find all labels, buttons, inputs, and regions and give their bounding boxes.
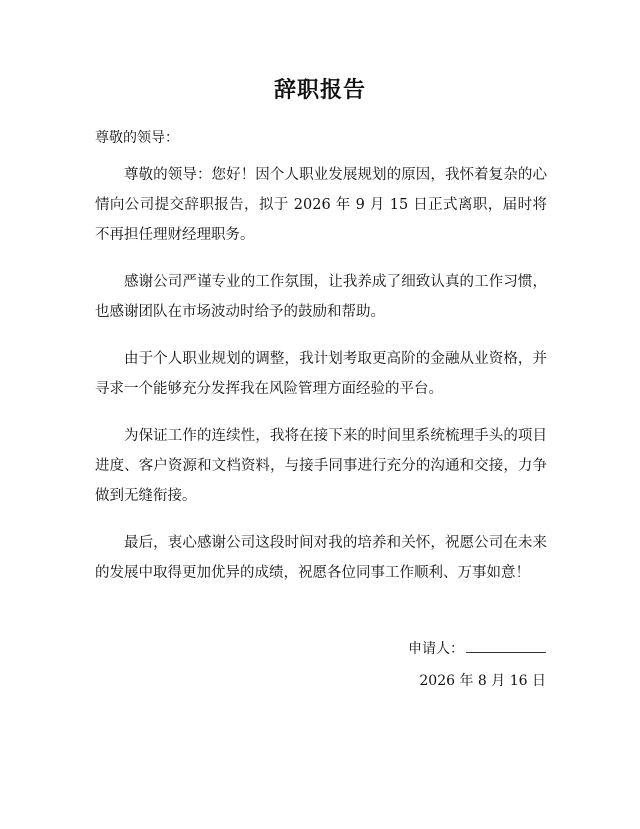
signature-line xyxy=(466,638,546,653)
paragraph-closing: 最后，衷心感谢公司这段时间对我的培养和关怀，祝愿公司在未来的发展中取得更加优异的成绩，祝愿各位同事工作顺利、万事如意！ xyxy=(95,535,547,581)
signature-label: 申请人： xyxy=(408,641,464,657)
salutation: 尊敬的领导： xyxy=(95,130,179,146)
document-title: 辞职报告 xyxy=(273,78,366,103)
paragraph-reason: 由于个人职业规划的调整，我计划考取更高阶的金融从业资格，并寻求一个能够充分发挥我在风险管理方面经验的平台。 xyxy=(95,351,547,397)
paragraph-greeting: 尊敬的领导：您好！因个人职业发展规划的原因，我怀着复杂的心情向公司提交辞职报告，拟于 2026 年 9 月 15 日正式离职，届时将不再担任理财经理职务。 xyxy=(95,167,547,243)
paragraph-handover: 为保证工作的连续性，我将在接下来的时间里系统梳理手头的项目进度、客户资源和文档资料，与接手同事进行充分的沟通和交接，力争做到无缝衔接。 xyxy=(95,428,547,504)
letter-body xyxy=(95,160,547,605)
letter-date: 2026 年 8 月 16 日 xyxy=(419,673,546,689)
signature-block xyxy=(408,636,546,662)
paragraph-gratitude: 感谢公司严谨专业的工作氛围，让我养成了细致认真的工作习惯，也感谢团队在市场波动时给予的鼓励和帮助。 xyxy=(95,274,547,320)
